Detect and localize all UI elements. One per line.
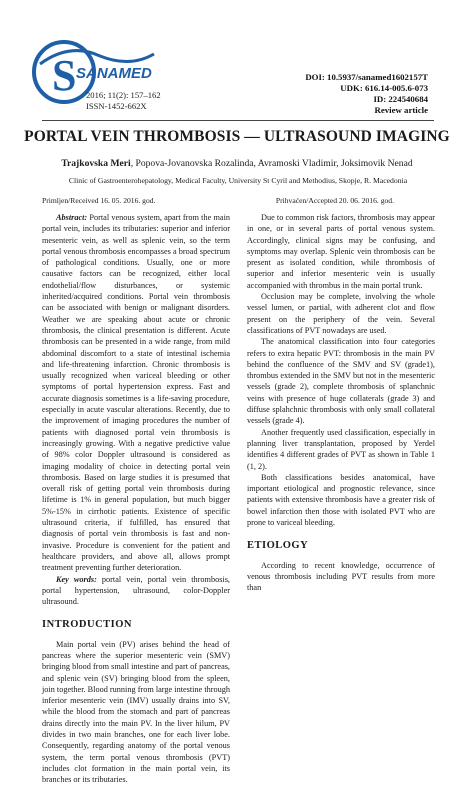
section-heading-etiology: ETIOLOGY: [247, 540, 309, 552]
left-column: [42, 212, 230, 786]
co-authors: , Popova-Jovanovska Rozalinda, Avramoski Vladimir, Joksimovik Nenad: [130, 158, 413, 169]
intro-paragraph-1: Main portal vein (PV) arises behind the head of pancreas where the superior mesenteric vein (SMV) bringing blood from small intestine and part of pancreas, and splenic vein (SV) bringing blood from the spleen, join together. Blood running from large intestine through inferior mesenteric vein (IMV) usually drains into SV, while the blood from the stomach and part of pancreas drains directly into the main PV. In the liver hilum, PV divides in two main branches, one for each liver lobe. Consequently, regarding anatomy of the portal venous system, the term portal venous thrombosis (PVT) includes clot formation in the main portal vein, its branches or its tributaries.: [42, 639, 230, 785]
intro-paragraph-3: Occlusion may be complete, involving the whole vessel lumen, or partial, with adherent clot and flow present on the periphery of the vein. Several classifications of PVT nowadays are used.: [247, 292, 435, 335]
etiology-paragraph-1: According to recent knowledge, occurrence of venous thrombosis including PVT results from more than: [247, 560, 435, 593]
article-id: ID: 224540684: [373, 94, 428, 104]
abstract-label: Abstract:: [56, 213, 88, 222]
citation-block: [86, 90, 161, 112]
article-identifiers: [305, 72, 428, 116]
issn: ISSN-1452-662X: [86, 101, 147, 111]
received-date: Primljen/Received 16. 05. 2016. god.: [42, 196, 156, 205]
dates-line: [42, 196, 434, 205]
accepted-date: Prihvaćen/Accepted 20. 06. 2016. god.: [275, 196, 394, 205]
authors: [0, 158, 474, 169]
citation: 2016; 11(2): 157–162: [86, 90, 161, 100]
intro-paragraph-5: Another frequently used classification, especially in planning liver transplantation, proposed by Yerdel identifies 4 different grades of PVT as shown in Table 1 (1, 2).: [247, 427, 435, 471]
svg-text:SANAMED: SANAMED: [76, 65, 152, 82]
first-author: Trajkovska Meri: [61, 158, 131, 169]
intro-paragraph-6: Both classifications besides anatomical, have important etiological and prognostic relevance, since patients with extensive thrombosis have a greater risk of bowel infarction then those with isolated PVT who are prone to variceal bleeding.: [247, 472, 435, 528]
article-type: Review article: [374, 105, 428, 115]
keywords-text: portal vein, portal vein thrombosis, portal hypertension, ultrasound, color-Doppler ultrasound.: [42, 574, 230, 607]
doi[interactable]: DOI: 10.5937/sanamed1602157T: [305, 72, 428, 82]
section-heading-introduction: INTRODUCTION: [42, 619, 133, 631]
udk: UDK: 616.14-005.6-073: [340, 83, 428, 93]
right-column: [247, 212, 435, 594]
article-title: PORTAL VEIN THROMBOSIS — ULTRASOUND IMAGING: [24, 128, 450, 145]
abstract-text: Portal venous system, apart from the main portal vein, includes its tributaries: superior and inferior mesenteric vein, as well as splenic vein, so the term portal venous thrombosis encompasses a broad spectrum of pathological conditions. Usually, one or more causative factors can be recognized, either local endothelial/flow disturbances, or systemic inherited/acquired conditions. Portal vein thrombosis can be associated with benign or malignant disorders. Weather we are speaking about acute or chronic thrombosis, the clinical presentation is different. Acute thrombosis can be presented in a wide range, from mild abdominal discomfort to a state of intestinal ischemia and life-threatening infarction. Chronic thrombosis is usually recognized when variceal bleeding or other symptoms of portal hypertension express. Fast and accurate diagnosis sometimes is a life-saving procedure, especially in acute vascular alterations. Recently, due to the improvement of imaging procedures the number of patients with diagnosed portal vein thrombosis is increasingly growing. With a negative predictive value of 98% color Doppler ultrasound is considered as imaging modality of choice in detecting portal vein thrombosis. Based on large studies it is presumed that overall risk of getting portal vein thrombosis during lifetime is 1% in general population, but much bigger 5%-15% in cirrhotic patients. Existence of specific ultrasound criteria, if fulfilled, has ensured that diagnosis of portal vein thrombosis is fast and non-invasive. Procedure is convenient for the patient and healthcare providers, and above all, allows prompt treatment preventing further deterioration.: [42, 213, 230, 573]
intro-paragraph-4: The anatomical classification into four categories refers to extra hepatic PVT: thrombosis in the main PV behind the confluence of the SMV and SV (grade1), thrombus extended in the SMV but not in the mesenteric vessels (grade 2), complete thrombosis of splanchnic veins with presence of huge collaterals (grade 3) and diffuse splahchnic thrombosis with only small collateral vessels (grade 4).: [247, 337, 435, 426]
header-divider: [42, 120, 434, 121]
affiliation: Clinic of Gastroenterohepatology, Medical Faculty, University St Cyril and Methodius, Skopje, R. Macedonia: [68, 176, 408, 185]
abstract: [42, 212, 230, 574]
intro-paragraph-2: Due to common risk factors, thrombosis may appear in one, or in several parts of portal venous system. Accordingly, clinical signs may be confusing, and symptoms may overlap. Splenic vein thrombosis can be present as isolated condition, while thrombosis of superior and inferior mesenteric vein is usually accompanied with thrombus in the main portal trunk.: [247, 213, 435, 290]
keywords: [42, 574, 230, 608]
keywords-label: Key words:: [56, 574, 97, 584]
svg-text:S: S: [52, 51, 77, 100]
